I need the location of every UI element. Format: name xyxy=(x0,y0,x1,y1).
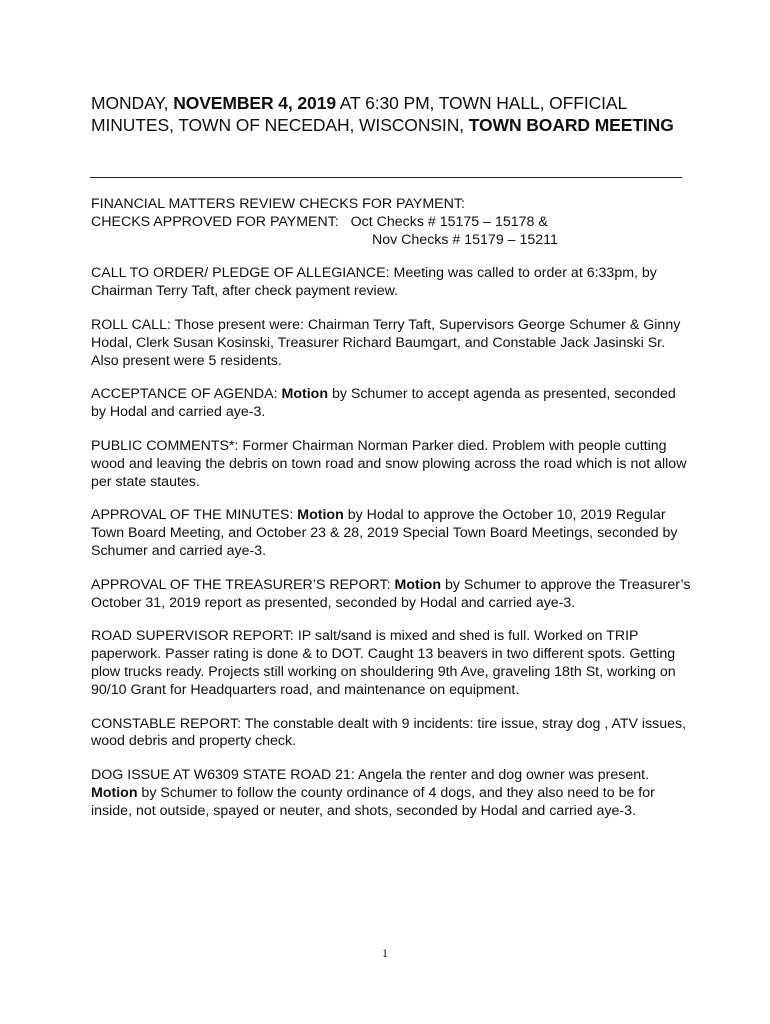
treasurer-text: by Schumer to approve the Treasurer’s October 31, 2019 report as presented, seconded by Hodal and carried aye-3. xyxy=(91,576,691,611)
page-number: 1 xyxy=(382,946,388,960)
treasurer-heading: APPROVAL OF THE TREASURER’S REPORT: xyxy=(91,576,395,593)
financial-section xyxy=(91,196,691,249)
dog-issue-text: by Schumer to follow the county ordinance of 4 dogs, and they also need to be for inside, not outside, spayed or neuter, and shots, seconded by Hodal and carried aye-3. xyxy=(91,784,655,819)
dog-issue-motion: Motion xyxy=(91,784,138,801)
title-part-3: AT 6:30 PM, TOWN HALL, OFFICIAL MINUTES, TOWN OF NECEDAH, WISCONSIN, xyxy=(91,93,627,135)
checks-approved-label: CHECKS APPROVED FOR PAYMENT: xyxy=(91,213,351,230)
roll-call-paragraph: ROLL CALL: Those present were: Chairman Terry Taft, Supervisors George Schumer & Ginny Hodal, Clerk Susan Kosinski, Treasurer Richard Baumgart, and Constable Jack Jasinski Sr. Also present were 5 residents. xyxy=(91,316,681,369)
treasurer-motion: Motion xyxy=(394,576,442,593)
minutes-motion: Motion xyxy=(297,507,344,524)
dog-issue-heading: DOG ISSUE AT W6309 STATE ROAD 21: Angela the renter and dog owner was present. xyxy=(91,767,650,784)
minutes-body xyxy=(91,196,691,837)
constable-report-paragraph: CONSTABLE REPORT: The constable dealt with 9 incidents: tire issue, stray dog , ATV issues, wood debris and property check. xyxy=(91,715,687,750)
minutes-text: by Hodal to approve the October 10, 2019 Regular Town Board Meeting, and October 23 & 28, 2019 Special Town Board Meetings, seconded by Schumer and carried aye-3. xyxy=(91,507,678,559)
title-part-1: MONDAY, xyxy=(91,93,174,113)
header-divider xyxy=(90,177,682,178)
dog-issue-paragraph xyxy=(91,767,691,820)
nov-checks: Nov Checks # 15179 – 15211 xyxy=(372,231,558,248)
checks-approved-row xyxy=(91,214,691,232)
agenda-motion: Motion xyxy=(281,386,328,403)
call-to-order-paragraph: CALL TO ORDER/ PLEDGE OF ALLEGIANCE: Meeting was called to order at 6:33pm, by Chairman Terry Taft, after check payment review. xyxy=(91,265,657,300)
road-supervisor-paragraph: ROAD SUPERVISOR REPORT: IP salt/sand is mixed and shed is full. Worked on TRIP paperwork. Passer rating is done & to DOT. Caught 13 beavers in two different spots. Getting plow trucks ready. Projects still working on shouldering 9th Ave, graveling 18th St, working on 90/10 Grant for Headquarters road, and maintenance on equipment. xyxy=(91,628,676,698)
minutes-approval-paragraph xyxy=(91,507,691,560)
treasurer-report-paragraph xyxy=(91,577,691,613)
agenda-heading: ACCEPTANCE OF AGENDA: xyxy=(91,386,282,403)
agenda-text: by Schumer to accept agenda as presented, seconded by Hodal and carried aye-3. xyxy=(91,386,676,421)
oct-checks: Oct Checks # 15175 – 15178 & xyxy=(350,213,548,230)
title-meeting-type: TOWN BOARD MEETING xyxy=(468,115,674,135)
page-title xyxy=(91,92,691,136)
agenda-paragraph xyxy=(91,386,691,422)
title-date: NOVEMBER 4, 2019 xyxy=(173,93,336,113)
public-comments-paragraph: PUBLIC COMMENTS*: Former Chairman Norman Parker died. Problem with people cutting wood and leaving the debris on town road and snow plowing across the road which is not allow per state stautes. xyxy=(91,437,687,490)
financial-heading: FINANCIAL MATTERS REVIEW CHECKS FOR PAYMENT: xyxy=(91,196,465,212)
minutes-heading: APPROVAL OF THE MINUTES: xyxy=(91,507,298,524)
